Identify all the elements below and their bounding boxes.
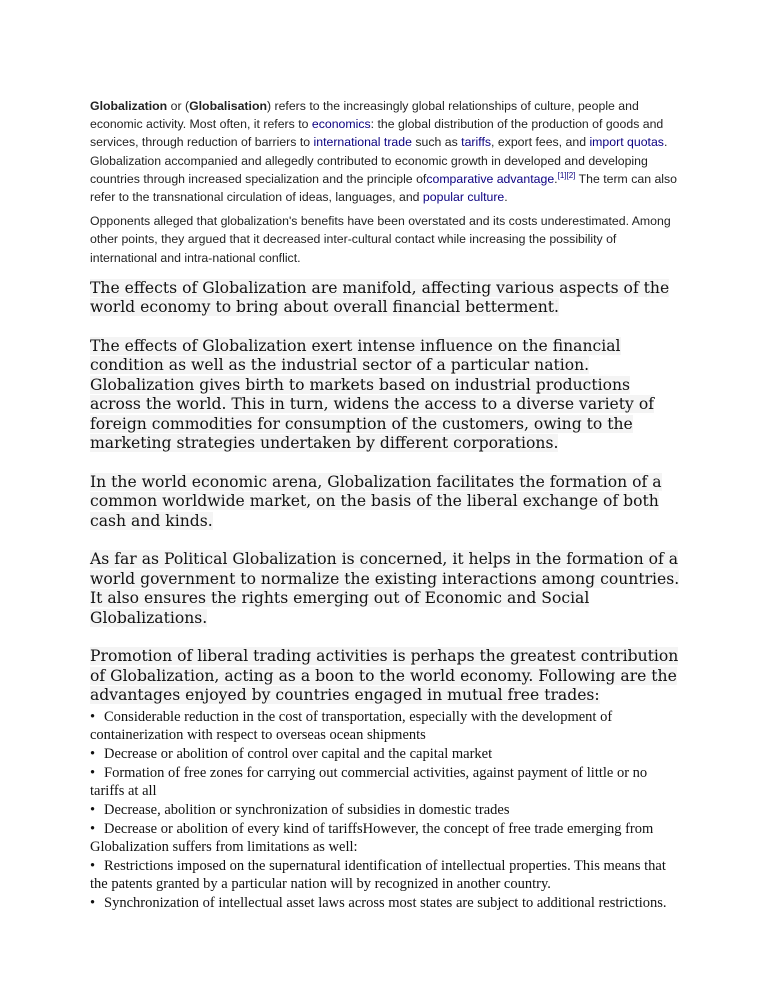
list-item-text: Synchronization of intellectual asset laws across most states are subject to additional restrictions. [104,894,667,911]
financial-paragraph [90,337,682,454]
link-tariffs[interactable]: tariffs [461,135,492,150]
advantages-list [90,708,682,912]
bullet-icon: • [90,801,96,818]
reference-2[interactable]: [2] [566,170,576,180]
term-globalization: Globalization [90,99,168,113]
link-international-trade[interactable]: international trade [313,135,412,150]
list-item [90,857,682,893]
bullet-icon: • [90,820,96,837]
bullet-icon: • [90,708,96,725]
link-comparative-advantage[interactable]: comparative advantage [426,171,555,186]
list-item-text: Decrease or abolition of every kind of tariffsHowever, the concept of free trade emerging from Globalization suffers from limitations as well: [90,820,654,855]
intro-text: or ( [167,99,190,113]
intro-text: . [554,171,558,186]
list-item [90,894,682,912]
intro-text: The term can also refer to the transnational circulation of ideas, languages, and [90,171,678,205]
free-trade-paragraph [90,647,682,706]
effects-text: The effects of Globalization are manifold, affecting various aspects of the world economy to bring about overall financial betterment. [90,278,670,317]
bullet-icon: • [90,764,96,781]
term-globalisation: Globalisation [189,99,267,113]
intro-text: . Globalization accompanied and allegedly contributed to economic growth in developed and developing countries through increased specialization and the principle of [90,135,668,186]
political-text: As far as Political Globalization is concerned, it helps in the formation of a world government to normalize the existing interactions among countries. It also ensures the rights emerging out of Economic and Social Globalizations. [90,550,680,627]
list-item-text: Considerable reduction in the cost of transportation, especially with the development of containerization with respect to overseas ocean shipments [90,708,613,743]
intro-text: : the global distribution of the production of goods and services, through reduction of barriers to [90,117,664,150]
bullet-icon: • [90,745,96,762]
list-item [90,745,682,763]
list-item-text: Decrease, abolition or synchronization of subsidies in domestic trades [104,801,510,818]
link-import-quotas[interactable]: import quotas [589,135,664,150]
list-item [90,820,682,856]
effects-paragraph [90,279,682,318]
list-item-text: Formation of free zones for carrying out commercial activities, against payment of little or no tariffs at all [90,764,648,799]
economic-arena-text: In the world economic arena, Globalization facilitates the formation of a common worldwide market, on the basis of the liberal exchange of both cash and kinds. [90,472,662,530]
intro-text: ) refers to the increasingly global relationships of culture, people and economic activity. Most often, it refers to [90,99,639,132]
intro-paragraph [90,97,682,206]
opponents-paragraph: Opponents alleged that globalization's benefits have been overstated and its costs underestimated. Among other points, they argued that it decreased inter-cultural contact while increasing the possibility of international and intra-national conflict. [90,214,671,265]
economic-arena-paragraph [90,473,682,532]
list-item [90,708,682,744]
intro-text: , export fees, and [491,135,590,150]
list-item [90,764,682,800]
reference-1[interactable]: [1] [557,170,567,180]
bullet-icon: • [90,894,96,911]
intro-text: such as [411,135,462,150]
financial-text: The effects of Globalization exert intense influence on the financial condition as well as the industrial sector of a particular nation. Globalization gives birth to markets based on industrial productions across the world. This in turn, widens the access to a diverse variety of foreign commodities for consumption of the customers, owing to the marketing strategies undertaken by different corporations. [90,336,654,453]
document-page [90,97,682,912]
list-item-text: Restrictions imposed on the supernatural identification of intellectual properties. This means that the patents granted by a particular nation will by recognized in another country. [90,857,666,892]
list-item [90,801,682,819]
bullet-icon: • [90,857,96,874]
intro-text: . [504,190,508,205]
free-trade-text: Promotion of liberal trading activities is perhaps the greatest contribution of Globalization, acting as a boon to the world economy. Following are the advantages enjoyed by countries engaged in mutual free trades: [90,647,679,705]
link-popular-culture[interactable]: popular culture [422,190,505,205]
political-paragraph [90,550,682,628]
list-item-text: Decrease or abolition of control over capital and the capital market [104,745,493,762]
link-economics[interactable]: economics [311,117,371,132]
